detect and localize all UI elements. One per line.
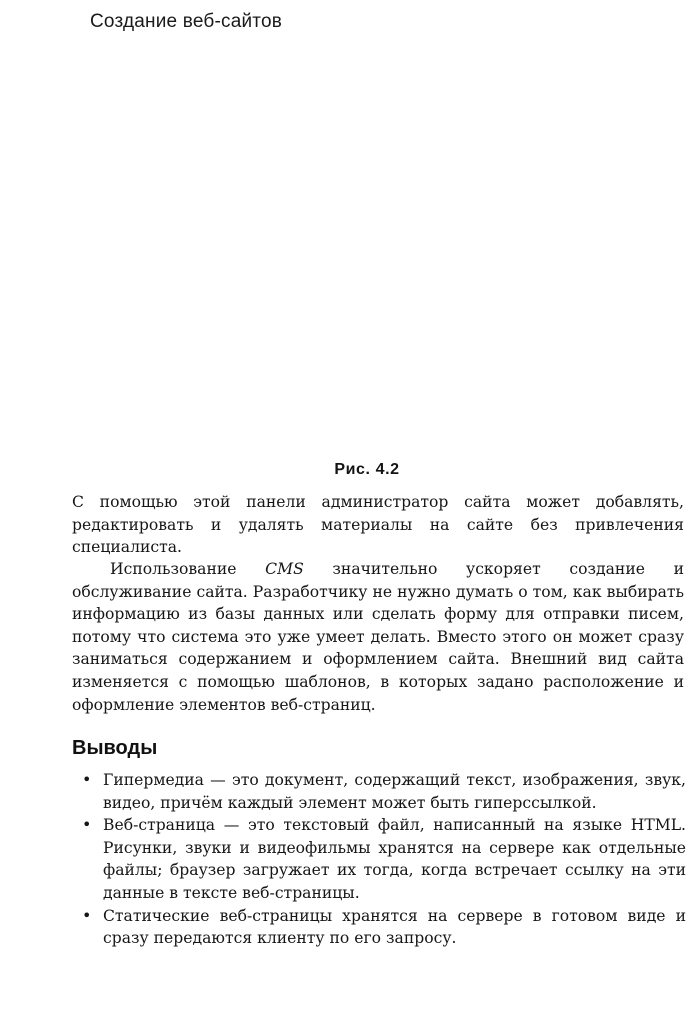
bullet-icon: •	[82, 905, 92, 925]
conclusions-list	[72, 769, 686, 950]
list-item	[72, 905, 686, 950]
paragraph-cms-text	[72, 558, 684, 716]
cms-term: CMS	[265, 560, 304, 578]
paragraph-cms	[72, 558, 684, 716]
list-item-text: Гипермедиа — это документ, содержащий текст, изображения, звук, видео, причём каждый элемент может быть гиперссылкой.	[103, 771, 686, 812]
paragraph-admin-panel-text: С помощью этой панели администратор сайта может добавлять, редактировать и удалять материалы на сайте без привлечения специалиста.	[72, 493, 684, 557]
running-header-title: Создание веб-сайтов	[90, 11, 283, 32]
section-heading-conclusions: Выводы	[72, 737, 158, 759]
figure-caption-text: Рис. 4.2	[334, 461, 400, 478]
list-item	[72, 769, 686, 814]
paragraph-admin-panel	[72, 491, 684, 559]
list-item-text: Веб-страница — это текстовый файл, написанный на языке HTML. Рисунки, звуки и видеофильмы хранятся на сервере как отдельные файлы; браузер загружает их тогда, когда встречает ссылку на эти данные в тексте веб-страницы.	[103, 816, 686, 902]
list-item-text: Статические веб-страницы хранятся на сервере в готовом виде и сразу передаются клиенту по его запросу.	[103, 906, 686, 948]
paragraph-cms-lead: Использование	[110, 560, 266, 578]
figure-caption	[0, 461, 698, 479]
figure-image-area	[70, 45, 685, 445]
bullet-icon: •	[82, 815, 92, 835]
bullet-icon: •	[82, 770, 92, 789]
list-item	[72, 814, 686, 904]
paragraph-cms-rest: значительно ускоряет создание и обслуживание сайта. Разработчику не нужно думать о том, как выбирать информацию из базы данных или сделать форму для отправки писем, потому что система это уже умеет делать. Вместо этого он может сразу заниматься содержанием и оформлением сайта. Внешний вид сайта изменяется с помощью шаблонов, в которых задано расположение и оформление элементов веб-страниц.	[72, 560, 684, 714]
